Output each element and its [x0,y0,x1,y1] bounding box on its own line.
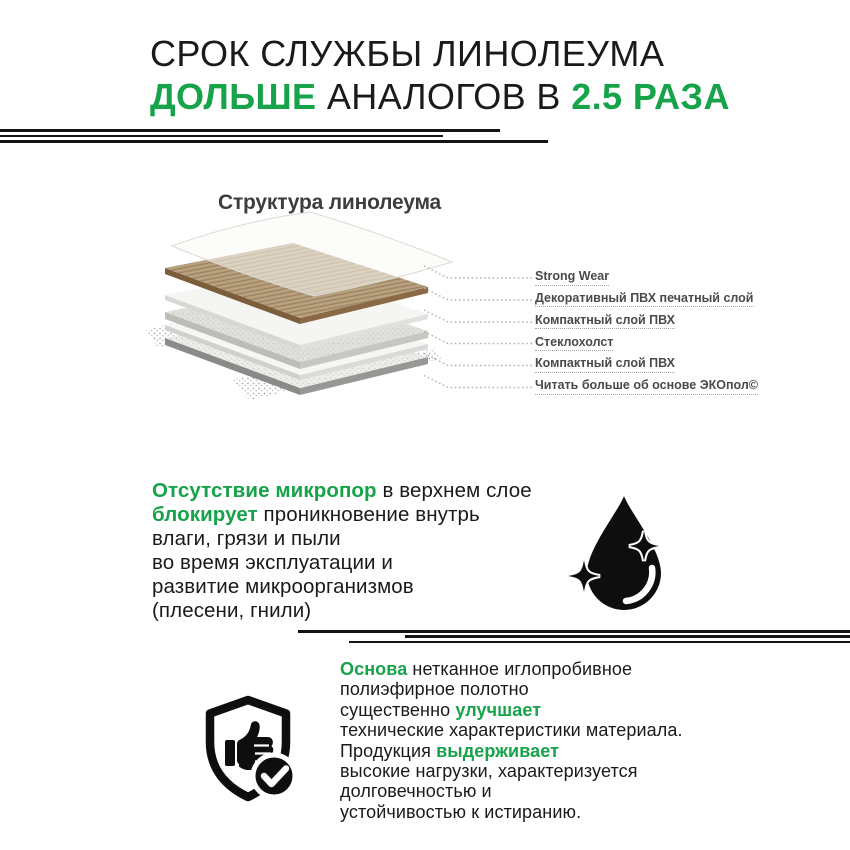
layer-label-row [535,267,758,289]
plain-text: АНАЛОГОВ В [316,76,572,117]
plain-text: существенно [340,699,456,720]
mid-divider-line-3 [349,641,850,644]
clean-water-drop-icon [566,492,674,610]
plain-text: полиэфирное полотно [340,679,529,700]
main-title-line2 [150,76,730,118]
highlighted-text: Отсутствие микропор [152,479,377,502]
top-divider-line-2 [0,135,443,138]
layer-label-row [535,354,758,376]
plain-text: высокие нагрузки, характеризуется [340,761,638,782]
layer-label: Декоративный ПВХ печатный слой [535,292,754,308]
plain-text: влаги, грязи и пыли [152,527,341,550]
plain-text: устойчивостью к истиранию. [340,801,582,822]
plain-text: проникновение внутрь [257,503,480,526]
base-text [340,659,683,822]
highlighted-text: блокирует [152,503,258,526]
plain-text: во время эксплуатации и [152,551,393,574]
layer-labels [535,267,758,398]
plain-text: развитие микроорганизмов [152,575,414,598]
layer-label: Стеклохолст [535,336,613,352]
leader-lines [424,262,536,398]
plain-text: Продукция [340,740,437,761]
plain-text: долговечностью и [340,781,492,802]
layer-label-row [535,311,758,333]
layer-label: Компактный слой ПВХ [535,357,675,373]
highlighted-text: 2.5 РАЗА [571,76,730,117]
layer-label-row [535,289,758,311]
top-divider-line-3 [0,140,548,143]
microspores-text [152,479,532,623]
highlighted-text: Основа [340,659,408,679]
main-title-line1: СРОК СЛУЖБЫ ЛИНОЛЕУМА [150,33,665,74]
plain-text: технические характеристики материала. [340,720,683,741]
plain-text: нетканное иглопробивное [407,659,633,679]
top-divider-line-1 [0,129,500,132]
diagram-title: Структура линолеума [218,191,441,214]
mid-divider-line-2 [405,635,850,638]
layer-label-row [535,376,758,398]
plain-text: в верхнем слое [376,479,532,502]
highlighted-text: ДОЛЬШЕ [150,76,317,117]
highlighted-text: выдерживает [436,740,560,761]
layer-label: Компактный слой ПВХ [535,314,675,330]
plain-text: (плесени, гнили) [152,599,312,622]
mid-divider-line-1 [298,630,850,633]
read-more-link[interactable]: Читать больше об основе ЭКОпол© [535,379,758,395]
layer-label-row [535,332,758,354]
layer-label: Strong Wear [535,270,609,286]
shield-thumbs-up-check-icon [196,694,300,806]
highlighted-text: улучшает [455,699,542,720]
